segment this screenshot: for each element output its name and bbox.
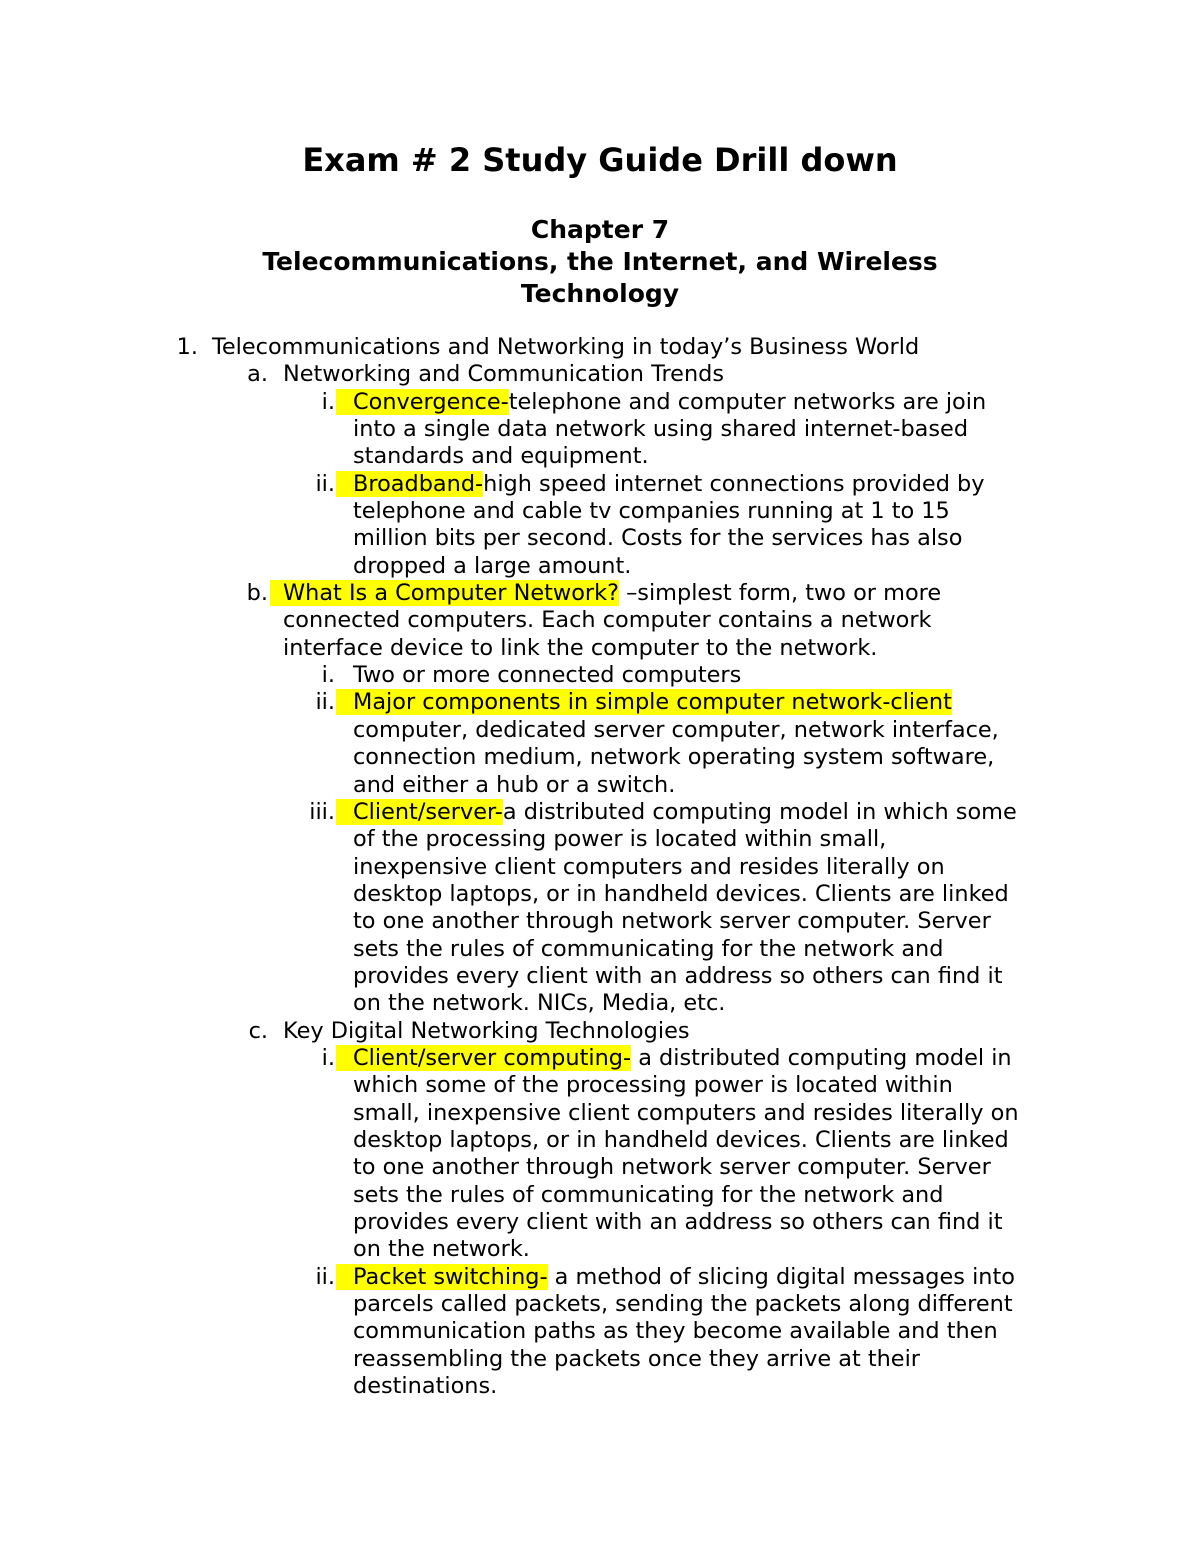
document-title: Exam # 2 Study Guide Drill down bbox=[302, 141, 898, 179]
outline-item-continuation bbox=[0, 936, 1200, 963]
outline-item-continuation bbox=[0, 607, 1200, 634]
definition-text: high speed internet connections provided by bbox=[483, 470, 985, 497]
outline-item-continuation bbox=[0, 854, 1200, 881]
highlighted-term: Major components in simple computer network-client bbox=[336, 689, 952, 715]
definition-text: standards and equipment. bbox=[353, 443, 649, 470]
outline-item-text: Telecommunications and Networking in today’s Business World bbox=[212, 334, 920, 360]
chapter-title-line-1: Telecommunications, the Internet, and Wireless bbox=[262, 247, 938, 276]
definition-text: destinations. bbox=[353, 1373, 498, 1400]
list-marker: ii. bbox=[315, 470, 335, 497]
definition-text: connection medium, network operating system software, bbox=[353, 744, 995, 771]
definition-text: provides every client with an address so others can find it bbox=[353, 1209, 1003, 1235]
definition-text: desktop laptops, or in handheld devices. Clients are linked bbox=[353, 880, 1009, 907]
outline-item-continuation bbox=[0, 443, 1200, 470]
definition-text: provides every client with an address so others can find it bbox=[353, 962, 1003, 989]
definition-text: and either a hub or a switch. bbox=[353, 771, 676, 798]
list-marker: 1. bbox=[176, 334, 198, 360]
outline-item-text: Key Digital Networking Technologies bbox=[283, 1017, 690, 1044]
highlighted-term: Client/server computing- bbox=[336, 1045, 631, 1071]
outline-item-c-i bbox=[0, 1045, 1200, 1072]
list-marker: a. bbox=[247, 361, 268, 388]
definition-text: dropped a large amount. bbox=[353, 552, 632, 579]
outline-item-continuation bbox=[0, 1127, 1200, 1154]
definition-text: –simplest form, two or more bbox=[618, 580, 942, 607]
definition-text: interface device to link the computer to the network. bbox=[283, 634, 878, 661]
outline-item-continuation bbox=[0, 1291, 1200, 1318]
outline-item-continuation bbox=[0, 1236, 1200, 1263]
outline-item-continuation bbox=[0, 881, 1200, 908]
definition-text: computer, dedicated server computer, network interface, bbox=[353, 716, 999, 743]
outline-item-continuation bbox=[0, 772, 1200, 799]
outline-item-a bbox=[0, 361, 1200, 388]
outline-item-b-i bbox=[0, 662, 1200, 689]
chapter-number: Chapter 7 bbox=[530, 215, 670, 244]
outline-item-continuation bbox=[0, 1100, 1200, 1127]
outline-item-continuation bbox=[0, 1154, 1200, 1181]
definition-text: desktop laptops, or in handheld devices. Clients are linked bbox=[353, 1126, 1009, 1153]
outline-item-text bbox=[270, 580, 941, 607]
outline-item-continuation bbox=[0, 553, 1200, 580]
outline-item-continuation bbox=[0, 525, 1200, 552]
definition-text: into a single data network using shared internet-based bbox=[353, 416, 969, 443]
definition-text: million bits per second. Costs for the services has also bbox=[353, 525, 963, 552]
outline-item-continuation bbox=[0, 744, 1200, 771]
outline-item-continuation bbox=[0, 717, 1200, 744]
list-marker: ii. bbox=[315, 1263, 335, 1290]
outline-item-1 bbox=[0, 334, 1200, 361]
outline-item-continuation bbox=[0, 635, 1200, 662]
outline-item-a-ii bbox=[0, 471, 1200, 498]
definition-text: inexpensive client computers and resides literally on bbox=[353, 853, 945, 880]
outline-item-text bbox=[336, 799, 1017, 826]
outline-item-continuation bbox=[0, 1209, 1200, 1236]
definition-text: reassembling the packets once they arrive at their bbox=[353, 1345, 921, 1372]
outline-item-text bbox=[336, 689, 952, 716]
definition-text: telephone and computer networks are join bbox=[508, 388, 987, 415]
list-marker: iii. bbox=[309, 798, 335, 825]
definition-text: which some of the processing power is located within bbox=[353, 1072, 953, 1099]
definition-text: to one another through network server computer. Server bbox=[353, 1154, 991, 1181]
definition-text: of the processing power is located within small, bbox=[353, 826, 887, 853]
outline-item-b-ii bbox=[0, 689, 1200, 716]
list-marker: i. bbox=[321, 1044, 335, 1071]
outline-item-text: Networking and Communication Trends bbox=[283, 361, 725, 388]
outline-item-text bbox=[336, 389, 986, 416]
outline-item-continuation bbox=[0, 1072, 1200, 1099]
chapter-title-line-2: Technology bbox=[520, 279, 680, 308]
definition-text: on the network. NICs, Media, etc. bbox=[353, 990, 726, 1017]
definition-text: sets the rules of communicating for the network and bbox=[353, 1181, 944, 1208]
highlighted-term: Packet switching- bbox=[336, 1264, 548, 1290]
list-marker: i. bbox=[321, 662, 335, 689]
definition-text: small, inexpensive client computers and resides literally on bbox=[353, 1099, 1019, 1126]
outline-item-continuation bbox=[0, 826, 1200, 853]
list-marker: b. bbox=[246, 580, 268, 607]
list-marker: c. bbox=[248, 1017, 268, 1044]
highlighted-term: Broadband- bbox=[336, 471, 483, 497]
outline-item-c bbox=[0, 1018, 1200, 1045]
outline-item-continuation bbox=[0, 1346, 1200, 1373]
definition-text: a distributed computing model in bbox=[631, 1044, 1012, 1071]
outline-item-continuation bbox=[0, 1373, 1200, 1400]
list-marker: i. bbox=[321, 388, 335, 415]
definition-text: telephone and cable tv companies running at 1 to 15 bbox=[353, 498, 950, 525]
outline-item-a-i bbox=[0, 389, 1200, 416]
outline-item-continuation bbox=[0, 908, 1200, 935]
definition-text: communication paths as they become available and then bbox=[353, 1318, 998, 1345]
outline-item-text bbox=[336, 1045, 1012, 1072]
highlighted-term: Convergence- bbox=[336, 389, 509, 415]
study-outline bbox=[0, 334, 1200, 1400]
definition-text: sets the rules of communicating for the network and bbox=[353, 935, 944, 962]
outline-item-b bbox=[0, 580, 1200, 607]
outline-item-b-iii bbox=[0, 799, 1200, 826]
outline-item-text bbox=[336, 1264, 1015, 1291]
highlighted-term: What Is a Computer Network? bbox=[270, 580, 619, 606]
outline-item-continuation bbox=[0, 963, 1200, 990]
outline-item-text: Two or more connected computers bbox=[353, 662, 742, 689]
outline-item-continuation bbox=[0, 416, 1200, 443]
outline-item-continuation bbox=[0, 1318, 1200, 1345]
outline-item-c-ii bbox=[0, 1264, 1200, 1291]
outline-item-continuation bbox=[0, 990, 1200, 1017]
definition-text: on the network. bbox=[353, 1236, 530, 1263]
outline-item-text bbox=[336, 471, 985, 498]
definition-text: a method of slicing digital messages into bbox=[547, 1263, 1015, 1290]
list-marker: ii. bbox=[315, 689, 335, 716]
definition-text: to one another through network server computer. Server bbox=[353, 908, 991, 935]
definition-text: parcels called packets, sending the packets along different bbox=[353, 1291, 1013, 1318]
outline-item-continuation bbox=[0, 498, 1200, 525]
outline-item-continuation bbox=[0, 1182, 1200, 1209]
definition-text: a distributed computing model in which some bbox=[502, 798, 1017, 825]
definition-text: connected computers. Each computer contains a network bbox=[283, 607, 932, 634]
highlighted-term: Client/server- bbox=[336, 799, 503, 825]
